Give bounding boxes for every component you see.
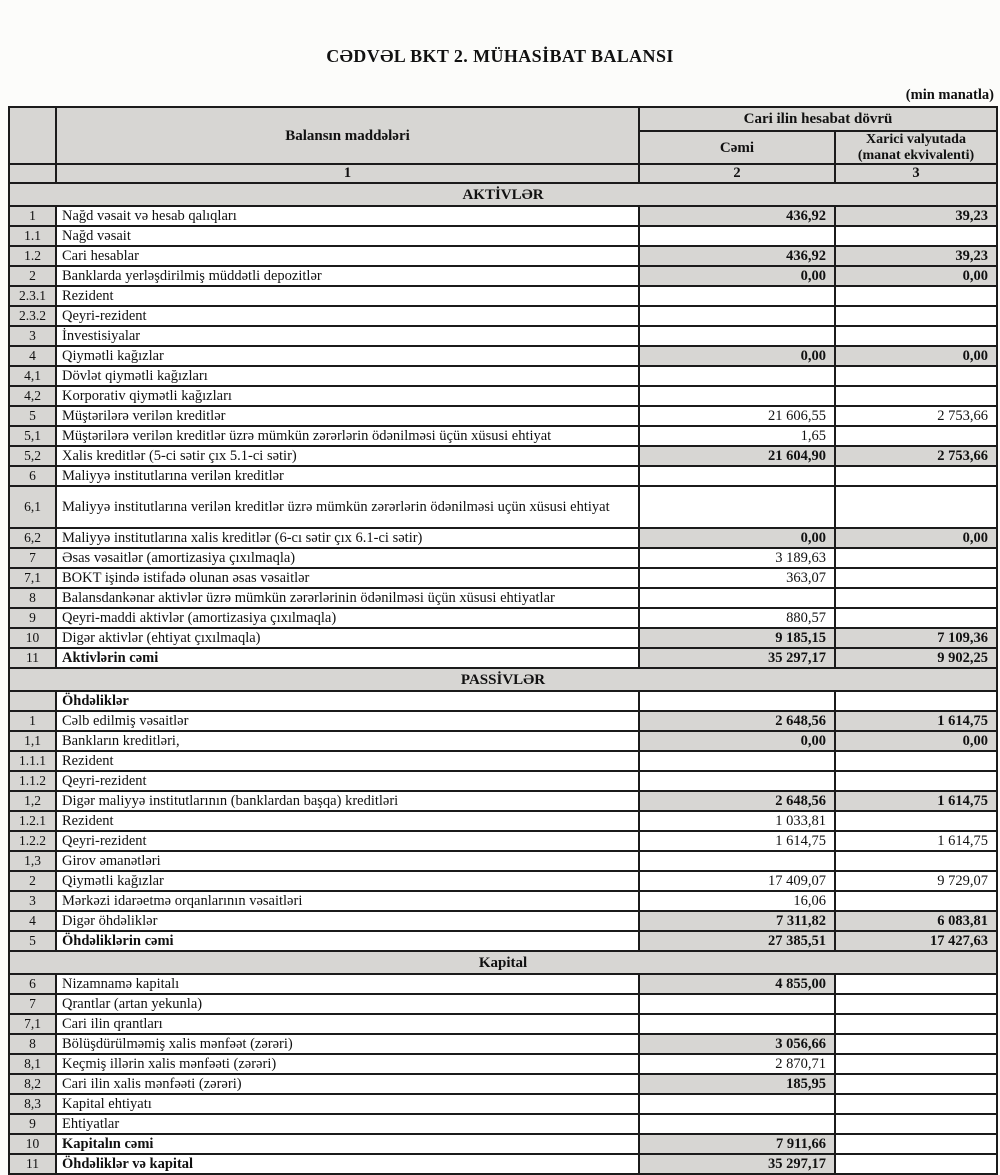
row-number-cell: 9 — [9, 1114, 56, 1134]
total-value-cell: 1 033,81 — [639, 811, 835, 831]
row-label-cell: Keçmiş illərin xalis mənfəəti (zərəri) — [56, 1054, 639, 1074]
table-row — [9, 568, 997, 588]
total-value-cell: 0,00 — [639, 731, 835, 751]
fx-value-cell: 2 753,66 — [835, 406, 997, 426]
table-row — [9, 974, 997, 994]
row-label-cell: Kapital ehtiyatı — [56, 1094, 639, 1114]
row-label-cell: Qeyri-rezident — [56, 831, 639, 851]
table-row — [9, 791, 997, 811]
fx-value-cell — [835, 751, 997, 771]
table-row — [9, 731, 997, 751]
row-label-cell: Xalis kreditlər (5-ci sətir çıx 5.1-ci sətir) — [56, 446, 639, 466]
row-label-cell: Əsas vəsaitlər (amortizasiya çıxılmaqla) — [56, 548, 639, 568]
row-number-cell: 5 — [9, 931, 56, 951]
table-row — [9, 751, 997, 771]
row-label-cell: Dövlət qiymətli kağızları — [56, 366, 639, 386]
fx-value-cell — [835, 306, 997, 326]
total-value-cell: 436,92 — [639, 206, 835, 226]
total-value-cell: 35 297,17 — [639, 648, 835, 668]
total-value-cell: 27 385,51 — [639, 931, 835, 951]
total-value-cell: 35 297,17 — [639, 1154, 835, 1174]
row-number-cell: 11 — [9, 1154, 56, 1174]
section-header-row — [9, 951, 997, 974]
section-title: AKTİVLƏR — [9, 183, 997, 206]
row-number-cell: 6,2 — [9, 528, 56, 548]
column-number-blank — [9, 164, 56, 183]
table-row — [9, 831, 997, 851]
fx-value-cell — [835, 226, 997, 246]
row-label-cell: Cari hesablar — [56, 246, 639, 266]
row-number-cell: 4,2 — [9, 386, 56, 406]
total-value-cell — [639, 306, 835, 326]
fx-value-cell: 1 614,75 — [835, 831, 997, 851]
fx-value-cell — [835, 366, 997, 386]
row-number-cell: 10 — [9, 1134, 56, 1154]
column-header-total: Cəmi — [639, 131, 835, 164]
row-label-cell: İnvestisiyalar — [56, 326, 639, 346]
row-number-cell: 4,1 — [9, 366, 56, 386]
fx-value-cell: 39,23 — [835, 206, 997, 226]
column-number-3: 3 — [835, 164, 997, 183]
row-number-cell: 2.3.1 — [9, 286, 56, 306]
table-row — [9, 406, 997, 426]
row-number-cell: 3 — [9, 326, 56, 346]
row-label-cell: Digər maliyyə institutlarının (banklardan başqa) kreditləri — [56, 791, 639, 811]
balance-sheet-table — [8, 106, 998, 1175]
row-label-cell: Rezident — [56, 751, 639, 771]
table-row — [9, 608, 997, 628]
fx-value-cell: 1 614,75 — [835, 791, 997, 811]
row-label-cell: Nizamnamə kapitalı — [56, 974, 639, 994]
table-row — [9, 486, 997, 528]
row-label-cell: Qiymətli kağızlar — [56, 346, 639, 366]
table-row — [9, 811, 997, 831]
total-value-cell: 2 870,71 — [639, 1054, 835, 1074]
table-row — [9, 771, 997, 791]
row-number-cell: 1.2 — [9, 246, 56, 266]
row-number-cell: 5 — [9, 406, 56, 426]
column-number-2: 2 — [639, 164, 835, 183]
row-number-cell: 6 — [9, 466, 56, 486]
row-label-cell: Girov əmanətləri — [56, 851, 639, 871]
column-header-fx-line1: Xarici valyutada — [866, 132, 966, 147]
fx-value-cell: 17 427,63 — [835, 931, 997, 951]
row-number-cell: 2.3.2 — [9, 306, 56, 326]
total-value-cell: 4 855,00 — [639, 974, 835, 994]
table-row — [9, 206, 997, 226]
total-value-cell: 0,00 — [639, 266, 835, 286]
row-label-cell: Öhdəliklərin cəmi — [56, 931, 639, 951]
total-value-cell — [639, 751, 835, 771]
row-label-cell: Mərkəzi idarəetmə orqanlarının vəsaitləri — [56, 891, 639, 911]
fx-value-cell: 39,23 — [835, 246, 997, 266]
fx-value-cell — [835, 386, 997, 406]
fx-value-cell — [835, 1014, 997, 1034]
row-number-cell: 2 — [9, 871, 56, 891]
row-number-cell: 1.1.1 — [9, 751, 56, 771]
total-value-cell — [639, 1014, 835, 1034]
row-number-cell: 1,3 — [9, 851, 56, 871]
fx-value-cell — [835, 426, 997, 446]
table-row — [9, 528, 997, 548]
table-row — [9, 691, 997, 711]
table-row — [9, 286, 997, 306]
table-row — [9, 366, 997, 386]
row-label-cell: Korporativ qiymətli kağızları — [56, 386, 639, 406]
table-row — [9, 1034, 997, 1054]
total-value-cell — [639, 1094, 835, 1114]
row-number-cell: 7 — [9, 994, 56, 1014]
row-number-cell: 8,3 — [9, 1094, 56, 1114]
row-number-cell: 4 — [9, 911, 56, 931]
total-value-cell: 0,00 — [639, 346, 835, 366]
fx-value-cell — [835, 691, 997, 711]
table-row — [9, 891, 997, 911]
table-row — [9, 994, 997, 1014]
row-label-cell: Ehtiyatlar — [56, 1114, 639, 1134]
fx-value-cell — [835, 286, 997, 306]
table-body — [9, 183, 997, 1174]
fx-value-cell — [835, 1034, 997, 1054]
row-label-cell: Cari ilin xalis mənfəəti (zərəri) — [56, 1074, 639, 1094]
table-row — [9, 851, 997, 871]
table-row — [9, 226, 997, 246]
fx-value-cell: 0,00 — [835, 346, 997, 366]
fx-value-cell: 0,00 — [835, 528, 997, 548]
row-label-cell: BOKT işində istifadə olunan əsas vəsaitlər — [56, 568, 639, 588]
fx-value-cell — [835, 588, 997, 608]
row-number-cell: 1 — [9, 711, 56, 731]
total-value-cell — [639, 366, 835, 386]
column-number-row — [9, 164, 997, 183]
total-value-cell — [639, 851, 835, 871]
table-row — [9, 306, 997, 326]
total-value-cell: 185,95 — [639, 1074, 835, 1094]
row-label-cell: Qiymətli kağızlar — [56, 871, 639, 891]
row-number-cell: 1.2.2 — [9, 831, 56, 851]
fx-value-cell — [835, 326, 997, 346]
row-number-cell: 8 — [9, 588, 56, 608]
row-label-cell: Qeyri-rezident — [56, 306, 639, 326]
section-title: PASSİVLƏR — [9, 668, 997, 691]
row-label-cell: Cari ilin qrantları — [56, 1014, 639, 1034]
table-row — [9, 648, 997, 668]
total-value-cell: 1 614,75 — [639, 831, 835, 851]
total-value-cell: 7 911,66 — [639, 1134, 835, 1154]
row-number-cell: 1.1.2 — [9, 771, 56, 791]
table-row — [9, 266, 997, 286]
fx-value-cell — [835, 994, 997, 1014]
fx-value-cell: 6 083,81 — [835, 911, 997, 931]
fx-value-cell: 7 109,36 — [835, 628, 997, 648]
fx-value-cell: 2 753,66 — [835, 446, 997, 466]
row-label-cell: Bankların kreditləri, — [56, 731, 639, 751]
row-label-cell: Nağd vəsait — [56, 226, 639, 246]
row-label-cell: Kapitalın cəmi — [56, 1134, 639, 1154]
row-number-cell: 5,1 — [9, 426, 56, 446]
fx-value-cell — [835, 608, 997, 628]
row-number-cell: 1.2.1 — [9, 811, 56, 831]
table-row — [9, 1054, 997, 1074]
table-row — [9, 1014, 997, 1034]
row-label-cell: Qeyri-rezident — [56, 771, 639, 791]
row-label-cell: Maliyyə institutlarına verilən kreditlər üzrə mümkün zərərlərin ödənilməsi uçün xüsusi ehtiyat — [56, 486, 639, 528]
row-number-cell — [9, 691, 56, 711]
row-label-cell: Öhdəliklər və kapital — [56, 1154, 639, 1174]
total-value-cell — [639, 1114, 835, 1134]
fx-value-cell — [835, 974, 997, 994]
total-value-cell: 2 648,56 — [639, 711, 835, 731]
row-number-cell: 6,1 — [9, 486, 56, 528]
table-row — [9, 386, 997, 406]
row-number-cell: 5,2 — [9, 446, 56, 466]
total-value-cell: 363,07 — [639, 568, 835, 588]
total-value-cell: 0,00 — [639, 528, 835, 548]
table-row — [9, 548, 997, 568]
row-number-cell: 8,2 — [9, 1074, 56, 1094]
total-value-cell: 3 056,66 — [639, 1034, 835, 1054]
fx-value-cell — [835, 891, 997, 911]
total-value-cell: 21 606,55 — [639, 406, 835, 426]
total-value-cell: 16,06 — [639, 891, 835, 911]
row-label-cell: Digər öhdəliklər — [56, 911, 639, 931]
fx-value-cell — [835, 851, 997, 871]
row-number-cell: 11 — [9, 648, 56, 668]
row-number-cell: 7 — [9, 548, 56, 568]
column-header-fx-line2: (manat ekvivalenti) — [857, 147, 975, 163]
table-row — [9, 931, 997, 951]
row-number-cell: 8,1 — [9, 1054, 56, 1074]
total-value-cell — [639, 466, 835, 486]
row-number-cell: 1,2 — [9, 791, 56, 811]
fx-value-cell — [835, 1094, 997, 1114]
row-number-cell: 6 — [9, 974, 56, 994]
row-number-cell: 1,1 — [9, 731, 56, 751]
section-header-row — [9, 668, 997, 691]
row-label-cell: Rezident — [56, 286, 639, 306]
row-label-cell: Müştərilərə verilən kreditlər üzrə mümkün zərərlərin ödənilməsi üçün xüsusi ehtiyat — [56, 426, 639, 446]
total-value-cell: 21 604,90 — [639, 446, 835, 466]
total-value-cell — [639, 771, 835, 791]
row-label-cell: Nağd vəsait və hesab qalıqları — [56, 206, 639, 226]
fx-value-cell: 9 902,25 — [835, 648, 997, 668]
fx-value-cell — [835, 1074, 997, 1094]
fx-value-cell — [835, 548, 997, 568]
row-label-cell: Aktivlərin cəmi — [56, 648, 639, 668]
total-value-cell — [639, 994, 835, 1014]
table-row — [9, 628, 997, 648]
row-label-cell: Müştərilərə verilən kreditlər — [56, 406, 639, 426]
row-label-cell: Maliyyə institutlarına verilən kreditlər — [56, 466, 639, 486]
page-title: CƏDVƏL BKT 2. MÜHASİBAT BALANSI — [326, 46, 674, 66]
total-value-cell: 9 185,15 — [639, 628, 835, 648]
fx-value-cell: 0,00 — [835, 266, 997, 286]
row-label-cell: Balansdankənar aktivlər üzrə mümkün zərərlərinin ödənilməsi üçün xüsusi ehtiyatlar — [56, 588, 639, 608]
fx-value-cell — [835, 1154, 997, 1174]
total-value-cell — [639, 486, 835, 528]
row-number-cell: 1 — [9, 206, 56, 226]
table-row — [9, 346, 997, 366]
total-value-cell — [639, 588, 835, 608]
column-header-items: Balansın maddələri — [56, 107, 639, 164]
row-number-cell: 2 — [9, 266, 56, 286]
table-row — [9, 871, 997, 891]
total-value-cell — [639, 386, 835, 406]
table-row — [9, 426, 997, 446]
table-row — [9, 446, 997, 466]
row-label-cell: Banklarda yerləşdirilmiş müddətli depozitlər — [56, 266, 639, 286]
row-number-cell: 7,1 — [9, 1014, 56, 1034]
fx-value-cell: 9 729,07 — [835, 871, 997, 891]
table-row — [9, 911, 997, 931]
total-value-cell: 2 648,56 — [639, 791, 835, 811]
fx-value-cell: 0,00 — [835, 731, 997, 751]
row-label-cell: Maliyyə institutlarına xalis kreditlər (6-cı sətir çıx 6.1-ci sətir) — [56, 528, 639, 548]
row-label-cell: Cəlb edilmiş vəsaitlər — [56, 711, 639, 731]
table-row — [9, 326, 997, 346]
section-title: Kapital — [9, 951, 997, 974]
total-value-cell: 3 189,63 — [639, 548, 835, 568]
fx-value-cell: 1 614,75 — [835, 711, 997, 731]
fx-value-cell — [835, 811, 997, 831]
row-number-cell: 1.1 — [9, 226, 56, 246]
header-row-top — [9, 107, 997, 131]
fx-value-cell — [835, 1054, 997, 1074]
corner-header-cell — [9, 107, 56, 164]
table-row — [9, 1094, 997, 1114]
table-row — [9, 1074, 997, 1094]
table-row — [9, 588, 997, 608]
total-value-cell — [639, 226, 835, 246]
table-row — [9, 246, 997, 266]
table-row — [9, 1114, 997, 1134]
fx-value-cell — [835, 466, 997, 486]
row-number-cell: 8 — [9, 1034, 56, 1054]
table-row — [9, 711, 997, 731]
row-label-cell: Digər aktivlər (ehtiyat çıxılmaqla) — [56, 628, 639, 648]
row-number-cell: 10 — [9, 628, 56, 648]
row-label-cell: Qeyri-maddi aktivlər (amortizasiya çıxılmaqla) — [56, 608, 639, 628]
row-number-cell: 3 — [9, 891, 56, 911]
total-value-cell — [639, 691, 835, 711]
fx-value-cell — [835, 1134, 997, 1154]
row-label-cell: Bölüşdürülməmiş xalis mənfəət (zərəri) — [56, 1034, 639, 1054]
fx-value-cell — [835, 486, 997, 528]
column-number-1: 1 — [56, 164, 639, 183]
row-number-cell: 7,1 — [9, 568, 56, 588]
row-number-cell: 4 — [9, 346, 56, 366]
table-row — [9, 1154, 997, 1174]
total-value-cell: 880,57 — [639, 608, 835, 628]
total-value-cell: 7 311,82 — [639, 911, 835, 931]
column-header-fx — [835, 131, 997, 164]
section-header-row — [9, 183, 997, 206]
row-number-cell: 9 — [9, 608, 56, 628]
row-label-cell: Qrantlar (artan yekunla) — [56, 994, 639, 1014]
total-value-cell — [639, 286, 835, 306]
fx-value-cell — [835, 771, 997, 791]
unit-note: (min manatla) — [905, 87, 994, 103]
fx-value-cell — [835, 568, 997, 588]
table-row — [9, 1134, 997, 1154]
column-header-period-group: Cari ilin hesabat dövrü — [639, 107, 997, 131]
row-label-cell: Öhdəliklər — [56, 691, 639, 711]
fx-value-cell — [835, 1114, 997, 1134]
total-value-cell — [639, 326, 835, 346]
total-value-cell: 1,65 — [639, 426, 835, 446]
table-row — [9, 466, 997, 486]
total-value-cell: 17 409,07 — [639, 871, 835, 891]
row-label-cell: Rezident — [56, 811, 639, 831]
total-value-cell: 436,92 — [639, 246, 835, 266]
